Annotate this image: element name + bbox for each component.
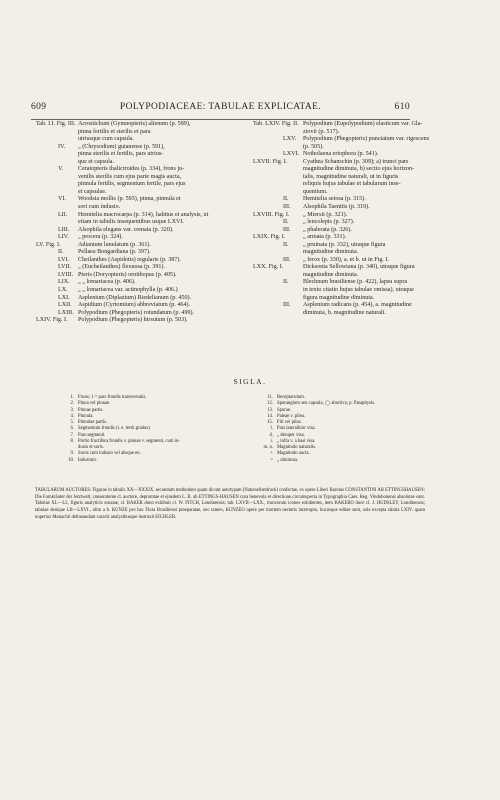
plate-label: LXI.	[58, 294, 70, 301]
sigla-number: 11.	[267, 395, 273, 400]
plate-label: LXII.	[58, 302, 72, 309]
sigla-number: 15.	[267, 420, 273, 425]
sigla-number: 3.	[70, 407, 74, 413]
plate-entry	[36, 121, 251, 129]
plate-label: Tab. I.I. Fig. III.	[36, 121, 76, 127]
plate-description: etiam in tabulis insequentibus usque LXVI.	[78, 219, 184, 226]
plate-label: II.	[283, 219, 289, 226]
plate-entry	[253, 234, 421, 242]
sigla-text: Pinna vel pinnae.	[78, 401, 111, 407]
sigla-text: „ diminuta.	[277, 457, 299, 463]
plate-label: III.	[283, 204, 291, 211]
plate-entry	[253, 121, 421, 129]
plate-entry	[253, 302, 421, 310]
plate-entry	[253, 204, 421, 212]
sigla-number: m. n.	[263, 445, 273, 450]
sigla-text: Pinnae partis.	[78, 407, 104, 413]
header-rule	[31, 119, 410, 120]
sigla-number: 9.	[70, 451, 74, 457]
plate-label: LIII.	[58, 226, 70, 233]
plate-entry	[36, 264, 251, 272]
plate-description: pinna fertilis et sterilis et para	[78, 128, 151, 135]
sigla-text: Pinnula.	[78, 413, 94, 419]
plate-entry	[36, 196, 251, 204]
plate-label: LV. Fig. I.	[36, 241, 61, 248]
plate-entry	[36, 204, 251, 212]
plate-description: „ „ lomariacea (p. 406).	[78, 279, 136, 286]
plate-entry	[36, 234, 251, 242]
sigla-text: Sporangium seu capsula, ◯ abortiva; p. Paraphysis.	[277, 401, 376, 407]
sigla-number: d.	[269, 432, 273, 438]
plate-description: magnitudine diminuta.	[303, 271, 359, 278]
plate-description: diminuta, b. magnitudine naturali.	[303, 309, 386, 316]
sigla-number: i.	[270, 438, 273, 444]
plate-entry	[253, 279, 421, 287]
plate-description: Polypodium (Phegopteris) rotundatum (p. 499).	[78, 309, 195, 316]
plate-label: II.	[283, 241, 289, 248]
plate-label: II.	[283, 279, 289, 286]
plate-entry	[253, 129, 421, 137]
sigla-number: 10.	[68, 457, 74, 463]
plate-entry	[36, 295, 251, 303]
plate-description: „ „ lomariacea var. actinophylla (p. 406.)	[78, 287, 178, 294]
plate-description: „ Miersii (p. 321).	[303, 211, 348, 218]
plate-description: „ procera (p. 324).	[78, 234, 123, 241]
sigla-text: Frons; 1 = pars frondis transversalis.	[78, 395, 147, 400]
sigla-text: Pars lateralitior visa.	[277, 426, 316, 432]
plate-entry	[36, 181, 251, 189]
plate-entry	[253, 242, 421, 250]
plate-description: Pellaea Bongardiana (p. 397).	[78, 249, 151, 256]
plate-entry	[253, 151, 421, 159]
plate-entry	[253, 264, 421, 272]
plate-description: (p. 505).	[303, 143, 324, 150]
plate-description: utriusque cum capsula.	[78, 136, 135, 143]
plate-entry	[253, 287, 421, 295]
plate-entry	[253, 181, 421, 189]
plate-label: LXIV. Fig. I.	[36, 317, 68, 324]
plate-description: Dicksonia Sellowiana (p. 340), utraque figura	[303, 264, 415, 271]
plate-description: figura magnitudine diminuta.	[303, 294, 375, 301]
sigla-number: 13.	[267, 407, 273, 413]
plate-description: venilis sterilis cum ejus parte magis aucta,	[78, 173, 182, 180]
plate-label: V.	[58, 166, 64, 173]
sigla-text: Segmentum frondis (i. e. tertii gradus).	[78, 426, 151, 432]
plate-label: IV.	[58, 143, 66, 150]
plate-entry	[36, 219, 251, 227]
plate-entry	[253, 136, 430, 144]
sigla-text: Magnitudo naturalis.	[277, 445, 317, 450]
sigla-text: Pinnulae partis.	[78, 420, 108, 425]
plate-description: et capsulae.	[78, 188, 107, 195]
sigla-number: 8.	[70, 438, 74, 444]
plate-entry	[36, 249, 251, 257]
plate-entry	[36, 129, 251, 137]
plate-description: Notholaena eriophora (p. 541).	[303, 151, 379, 158]
sigla-text: Paleae v. pilea.	[277, 413, 306, 419]
plate-description: „ lencolepis (p. 327).	[303, 219, 355, 226]
plate-entry	[36, 279, 251, 287]
plate-list-right	[253, 121, 430, 317]
plate-label: LXV.	[283, 136, 297, 143]
sigla-text: „ desuper visa.	[277, 432, 305, 438]
sigla-heading: SIGLA.	[233, 377, 267, 386]
plate-list-left	[36, 121, 251, 325]
page-number-left: 609	[31, 102, 47, 112]
sigla-list-left	[60, 395, 240, 464]
plate-entry	[253, 249, 421, 257]
sigla-text: Sorus cum indusio vel absque eo.	[78, 451, 141, 457]
plate-description: magnitudine diminuta, b) sectio ejus horizon-	[303, 166, 415, 173]
plate-label: LVI.	[58, 256, 70, 263]
plate-entry	[36, 151, 251, 159]
plate-label: II.	[58, 249, 64, 256]
sigla-number: 14.	[267, 413, 273, 419]
plate-description: Cheilanthes (Aspidotis) regularis (p. 387).	[78, 256, 181, 263]
sigla-number: 2.	[70, 401, 74, 407]
plate-description: „ phalerata (p. 326).	[303, 226, 352, 233]
plate-description: Asplenium (Diplazium) Riedelianum (p. 450).	[78, 294, 192, 301]
sigla-item	[60, 458, 240, 464]
sigla-number: 4.	[70, 413, 74, 419]
plate-description: Alsophila elegans var. crenata (p. 320).	[78, 226, 174, 233]
plate-description: Alsophila Taenitis (p. 319).	[303, 204, 370, 211]
plate-description: magnitudine diminuta.	[303, 249, 359, 256]
plate-label: LIV.	[58, 234, 69, 241]
plate-description: Pteris (Doryopteris) ornithopus (p. 405).	[78, 271, 177, 278]
plate-label: LX.	[58, 287, 68, 294]
plate-description: „ (Eucheilanthes) flexuosa (p. 391).	[78, 264, 165, 271]
page-header	[31, 102, 410, 116]
plate-label: LVIII.	[58, 271, 74, 278]
plate-label: III.	[283, 256, 291, 263]
plate-label: LXVI.	[283, 151, 300, 158]
plate-description: pinna sterilis et fertilis, pars utrius-	[78, 151, 164, 158]
sigla-item	[259, 458, 429, 464]
plate-description: in texto citatio hujus tabulae omissa), utraque	[303, 287, 414, 294]
plate-description: Polypodium (Phegopteris) punctatum var. rigescens	[303, 136, 430, 143]
plate-entry	[36, 212, 251, 220]
plate-description: pinnula fertilis, segmentum fertile, pars ejus	[78, 181, 186, 188]
page-title: POLYPODIACEAE: TABULAE EXPLICATAE.	[119, 102, 322, 112]
sigla-text: Magnitudo aucta.	[277, 451, 310, 457]
plate-description: Blechnum brasiliense (p. 422), lapsu supra	[303, 279, 408, 286]
plate-entry	[253, 196, 421, 204]
plate-label: LIX.	[58, 279, 70, 286]
plate-entry	[253, 310, 421, 318]
plate-entry	[36, 227, 251, 235]
sigla-text: Fili vel pilus.	[277, 420, 302, 425]
sigla-text: „ infra v. a basi visa.	[277, 438, 316, 444]
authors-note: TABULARUM AUCTORES: Figurae in tabulis XX—XXXIX. secundum methodum quam dicunt autotypam (Naturselbstdruck) confectae, ex opere Liberi Baronis CONSTANTINI AB ETTINGSHAUSEN: Die Farnkräuter der Jetztwelt, consentiente cl. auctore, depromtae et ejusdem L. B. ab ETTINGS-HAUSEN cura benevola et directione circumspecta in Typographia Caes. Reg. Vindobonensi absolutae sunt. Tabulae XL—LI., figuris analyticis ornatae, cl. BAKER dono exhibuit cl. W. FITCH, Londinensis; tab. LXVII—LXX., truncorum icones exhibentes, item BAKERO duce cl. J. HUDSLEY, Londinensis; tabulae denique LII—LXVI., olim a b. KUNZE pro hac Flora Brasiliensi praeparatae, nec tamen, KUNZEO opere per mortem necteris interrupto, hucusque editae sunt, sola excepta tabula LXIV. quam nuperius Monachii delineandam curavit analysibusque instruxit EICHLER.	[35, 488, 425, 520]
plate-description: „ ferox (p. 330), a. et b. ut in Fig. I.	[303, 256, 389, 263]
sigla-number: l.	[270, 426, 273, 432]
plate-description: Cyathea Schanschin (p. 309); a) trunci pars	[303, 158, 409, 165]
plate-entry	[36, 287, 251, 295]
plate-label: III.	[283, 302, 291, 309]
plate-description: Hemitelia macrocarpa (p. 314), habitus et analysis, ut	[78, 211, 209, 218]
sigla-text: dusio et soris.	[78, 445, 104, 450]
plate-description: Asplenium radicans (p. 454), a. magnitudine	[303, 302, 412, 309]
plate-description: Polypodium (Eupolypodium) elasticum var. Gla-	[303, 121, 423, 127]
plate-description: Aspidium (Cyrtomium) abbreviatum (p. 464).	[78, 302, 191, 309]
plate-description: ziovii (p. 517).	[303, 128, 340, 135]
plate-description: „ (Chrysodium) guianense (p. 591),	[78, 143, 165, 150]
sigla-text: Receptaculum.	[277, 395, 305, 400]
plate-description: quentium.	[303, 188, 328, 195]
plate-entry	[253, 166, 421, 174]
plate-entry	[36, 302, 251, 310]
plate-label: Tab. LXIV. Fig. II.	[253, 121, 299, 127]
plate-description: sori cum indusio.	[78, 204, 121, 211]
plate-label: LXVII. Fig. I.	[253, 158, 288, 165]
plate-description: talis, magnitudine naturali, ut in figuris	[303, 173, 399, 180]
sigla-number: 7.	[70, 432, 74, 438]
plate-description: reliquis hujus tabulae et tabularum inse-	[303, 181, 401, 188]
sigla-number: 6.	[70, 426, 74, 432]
plate-label: III.	[283, 226, 291, 233]
plate-entry	[253, 219, 421, 227]
plate-entry	[253, 295, 421, 303]
sigla-text: Portio fructifera frondis v. pinnae v. segmenti, cum in-	[78, 438, 180, 444]
sigla-number: 12.	[267, 401, 273, 407]
plate-label: LVII.	[58, 264, 72, 271]
sigla-text: Indusium.	[78, 457, 97, 463]
sigla-list-right	[259, 395, 429, 464]
plate-label: LXX. Fig. I.	[253, 264, 284, 271]
plate-label: LXIX. Fig. I.	[253, 234, 286, 241]
plate-description: Hemitelia setosa (p. 315).	[303, 196, 366, 203]
plate-description: Woodsia mollis (p. 593), pinna, pinnula et	[78, 196, 181, 203]
plate-label: LXIII.	[58, 309, 74, 316]
plate-entry	[36, 166, 251, 174]
plate-description: „ armata (p. 331).	[303, 234, 347, 241]
page-number-right: 610	[394, 102, 410, 112]
sigla-number: +	[270, 451, 273, 457]
plate-description: „ pruinata (p. 332), utraque figura	[303, 241, 386, 248]
plate-entry	[253, 212, 421, 220]
sigla-number: 5.	[70, 420, 74, 425]
sigla-text: Pars segmenti.	[78, 432, 106, 438]
plate-description: Ceratopteris thalictroides (p. 334), frons ju-	[78, 166, 185, 173]
plate-label: LXVIII. Fig. I.	[253, 211, 290, 218]
plate-entry	[36, 272, 251, 280]
plate-description: Polypodium (Phegopteris) hirsutum (p. 503).	[78, 317, 188, 324]
plate-description: que et capsula.	[78, 158, 115, 165]
plate-label: II.	[283, 196, 289, 203]
plate-entry	[36, 317, 251, 325]
plate-label: LII.	[58, 211, 68, 218]
plate-label: VI.	[58, 196, 66, 203]
plate-description: Acrostichum (Gymnopteris) alienum (p. 589),	[78, 121, 191, 127]
sigla-number: =	[270, 457, 273, 463]
sigla-number: 1.	[70, 395, 74, 400]
plate-entry	[253, 174, 421, 182]
sigla-text: Sporae.	[277, 407, 292, 413]
plate-entry	[36, 136, 251, 144]
plate-description: Adiantum lunulatum (p. 361).	[78, 241, 151, 248]
